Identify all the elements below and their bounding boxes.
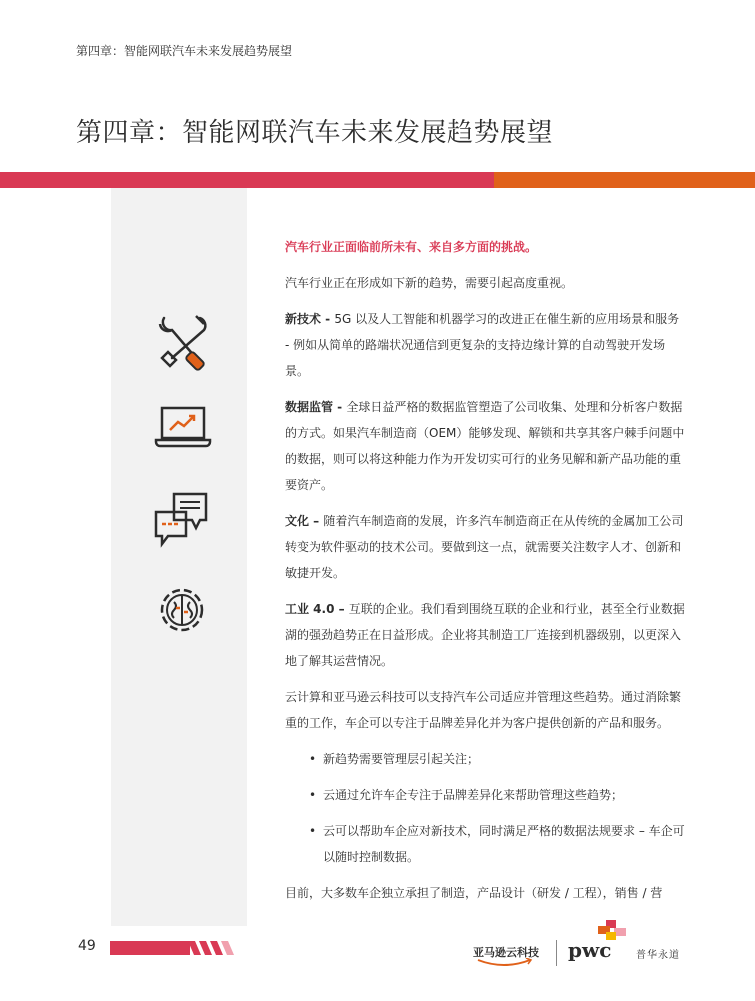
section-heading: 汽车行业正面临前所未有、来自多方面的挑战。 (285, 240, 538, 254)
chat-bubbles-icon (150, 488, 214, 552)
trend-term: 新技术 - (285, 312, 335, 326)
intro-paragraph: 汽车行业正在形成如下新的趋势，需要引起高度重视。 (285, 276, 574, 290)
chapter-title: 第四章：智能网联汽车未来发展趋势展望 (76, 118, 554, 148)
running-header: 第四章：智能网联汽车未来发展趋势展望 (76, 44, 293, 58)
trend-item (285, 596, 685, 674)
trend-item (285, 508, 685, 586)
trend-term: 数据监管 - (285, 400, 347, 414)
trend-item (285, 394, 685, 498)
bullet-list (285, 746, 685, 870)
bullet-item: • 云通过允许车企专注于品牌差异化来帮助管理这些趋势； (285, 782, 685, 808)
closing-paragraph: 目前，大多数车企独立承担了制造，产品设计（研发 / 工程），销售 / 营 (285, 886, 663, 900)
icon-side-panel (111, 188, 247, 926)
trend-text: 全球日益严格的数据监管塑造了公司收集、处理和分析客户数据的方式。如果汽车制造商（OEM）能够发现、解锁和共享其客户棘手问题中的数据，则可以将这种能力作为开发切实可行的业务见解和新产品功能的重要资产。 (285, 400, 685, 492)
bullet-item: • 云可以帮助车企应对新技术，同时满足严格的数据法规要求 – 车企可以随时控制数据。 (285, 818, 685, 870)
trend-term: 工业 4.0 – (285, 602, 349, 616)
brain-gear-icon (150, 578, 214, 642)
trend-text: 随着汽车制造商的发展，许多汽车制造商正在从传统的金属加工公司转变为软件驱动的技术公司。要做到这一点，就需要关注数字人才、创新和敏捷开发。 (285, 514, 684, 580)
accent-bar-red (0, 172, 494, 188)
trend-text: 5G 以及人工智能和机器学习的改进正在催生新的应用场景和服务 - 例如从简单的路端状况通信到更复杂的支持边缘计算的自动驾驶开发场景。 (285, 312, 680, 378)
main-content (285, 234, 685, 916)
trend-term: 文化 – (285, 514, 324, 528)
aws-smile-icon (476, 958, 536, 968)
cloud-paragraph: 云计算和亚马逊云科技可以支持汽车公司适应并管理这些趋势。通过消除繁重的工作，车企可以专注于品牌差异化并为客户提供创新的产品和服务。 (285, 690, 682, 730)
trend-item (285, 306, 685, 384)
laptop-chart-icon (150, 396, 214, 460)
footer-accent-bar (110, 941, 190, 955)
pwc-logo: pwc (568, 938, 612, 962)
page-number: 49 (78, 938, 96, 954)
logo-divider (556, 940, 557, 966)
tools-icon (150, 308, 214, 372)
footer-stripes-icon (188, 941, 238, 955)
accent-bar-orange (494, 172, 755, 188)
aws-logo: 亚马逊云科技 (473, 946, 539, 959)
trend-text: 互联的企业。我们看到围绕互联的企业和行业，甚至全行业数据湖的强劲趋势正在日益形成。企业将其制造工厂连接到机器级别，以更深入地了解其运营情况。 (285, 602, 685, 668)
bullet-item: • 新趋势需要管理层引起关注； (285, 746, 685, 772)
pwc-chinese-name: 普华永道 (636, 950, 680, 961)
